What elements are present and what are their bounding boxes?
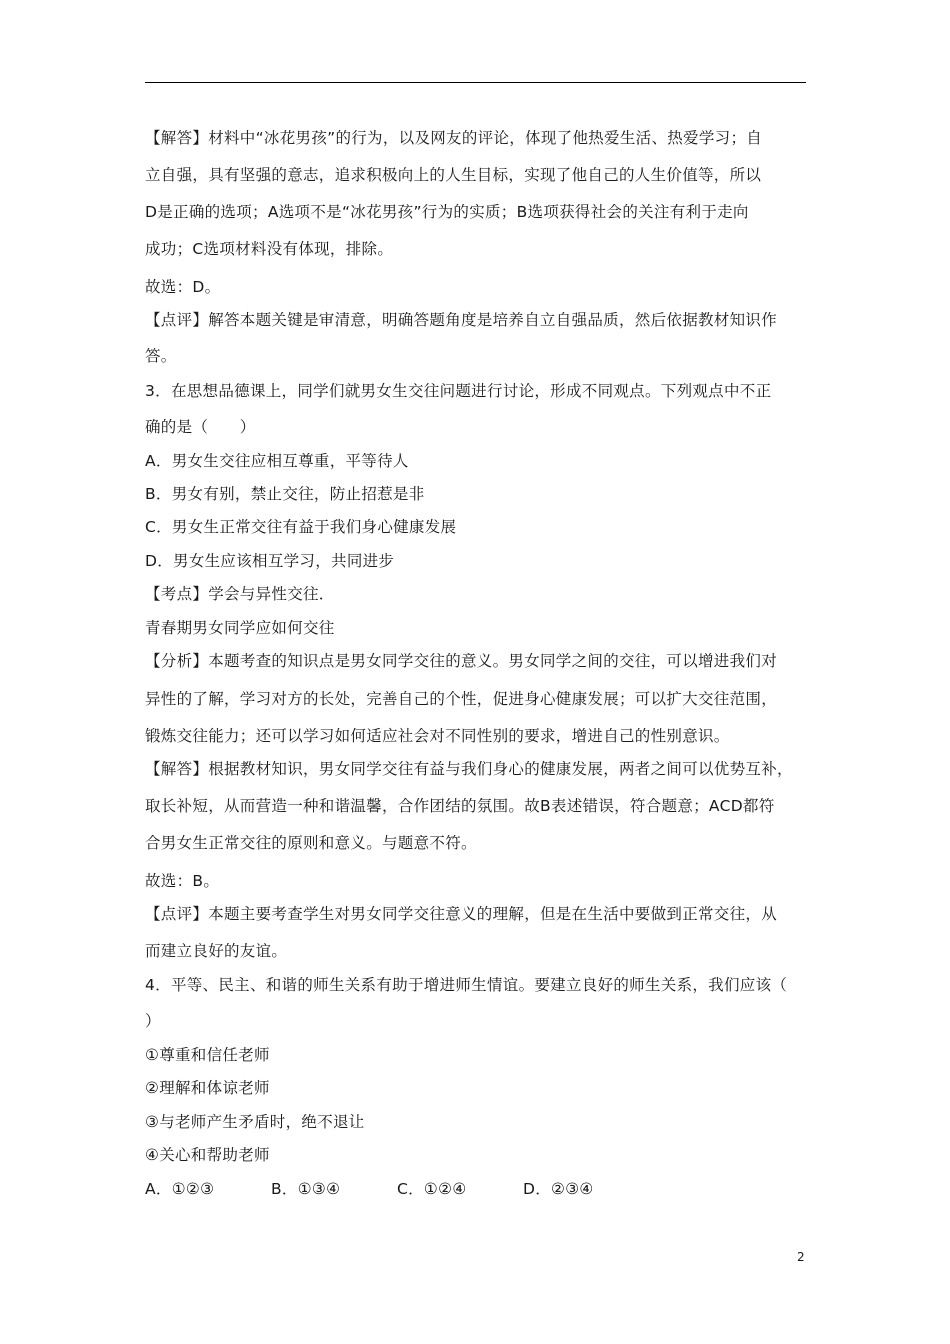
text-line: 【解答】根据教材知识，男女同学交往有益与我们身心的健康发展，两者之间可以优势互补， (145, 760, 793, 778)
text-line: 合男女生正常交往的原则和意义。与题意不符。 (145, 834, 477, 852)
text-line: 青春期男女同学应如何交往 (145, 619, 335, 637)
text-line: 异性的了解，学习对方的长处，完善自己的个性，促进身心健康发展；可以扩大交往范围， (145, 690, 778, 708)
text-line: 【考点】学会与异性交往． (145, 585, 335, 603)
question-3-option-b: B．男女有别，禁止交往，防止招惹是非 (145, 485, 425, 503)
text-line: 成功；C选项材料没有体现，排除。 (145, 240, 394, 258)
question-4-stem: ） (145, 1012, 161, 1030)
question-4-option-c: C．①②④ (397, 1180, 467, 1198)
text-line: 故选：B。 (145, 872, 220, 890)
text-line: 故选：D。 (145, 278, 221, 296)
text-line: 锻炼交往能力；还可以学习如何适应社会对不同性别的要求，增进自己的性别意识。 (145, 727, 730, 745)
question-3-option-a: A．男女生交往应相互尊重，平等待人 (145, 452, 409, 470)
question-3-option-d: D．男女生应该相互学习，共同进步 (145, 552, 395, 570)
text-line: 立自强，具有坚强的意志，追求积极向上的人生目标，实现了他自己的人生价值等，所以 (145, 166, 762, 184)
text-line: D是正确的选项；A选项不是“冰花男孩”行为的实质；B选项获得社会的关注有利于走向 (145, 203, 749, 221)
question-4-option-a: A．①②③ (145, 1180, 215, 1198)
header-rule (145, 82, 806, 83)
text-line: 【解答】材料中“冰花男孩”的行为，以及网友的评论，体现了他热爱生活、热爱学习；自 (145, 129, 763, 147)
question-3-stem: 确的是（ ） (145, 418, 256, 436)
text-line: 【点评】本题主要考查学生对男女同学交往意义的理解，但是在生活中要做到正常交往，从 (145, 905, 778, 923)
question-3-stem: 3．在思想品德课上，同学们就男女生交往问题进行讨论，形成不同观点。下列观点中不正 (145, 382, 772, 400)
question-3-option-c: C．男女生正常交往有益于我们身心健康发展 (145, 518, 457, 536)
question-4-item: ②理解和体谅老师 (145, 1079, 270, 1097)
page-number: 2 (797, 1250, 805, 1264)
text-line: 【点评】解答本题关键是审清意，明确答题角度是培养自立自强品质，然后依据教材知识作 (145, 311, 778, 329)
text-line: 答。 (145, 347, 177, 365)
question-4-options (145, 1179, 649, 1199)
text-line: 取长补短，从而营造一种和谐温馨，合作团结的氛围。故B表述错误，符合题意；ACD都符 (145, 797, 775, 815)
question-4-item: ①尊重和信任老师 (145, 1046, 270, 1064)
question-4-option-b: B．①③④ (271, 1180, 341, 1198)
question-4-item: ③与老师产生矛盾时，绝不退让 (145, 1113, 365, 1131)
text-line: 【分析】本题考查的知识点是男女同学交往的意义。男女同学之间的交往，可以增进我们对 (145, 652, 778, 670)
text-line: 而建立良好的友谊。 (145, 942, 288, 960)
question-4-stem: 4．平等、民主、和谐的师生关系有助于增进师生情谊。要建立良好的师生关系，我们应该（ (145, 976, 788, 994)
question-4-option-d: D．②③④ (523, 1180, 594, 1198)
question-4-item: ④关心和帮助老师 (145, 1146, 270, 1164)
